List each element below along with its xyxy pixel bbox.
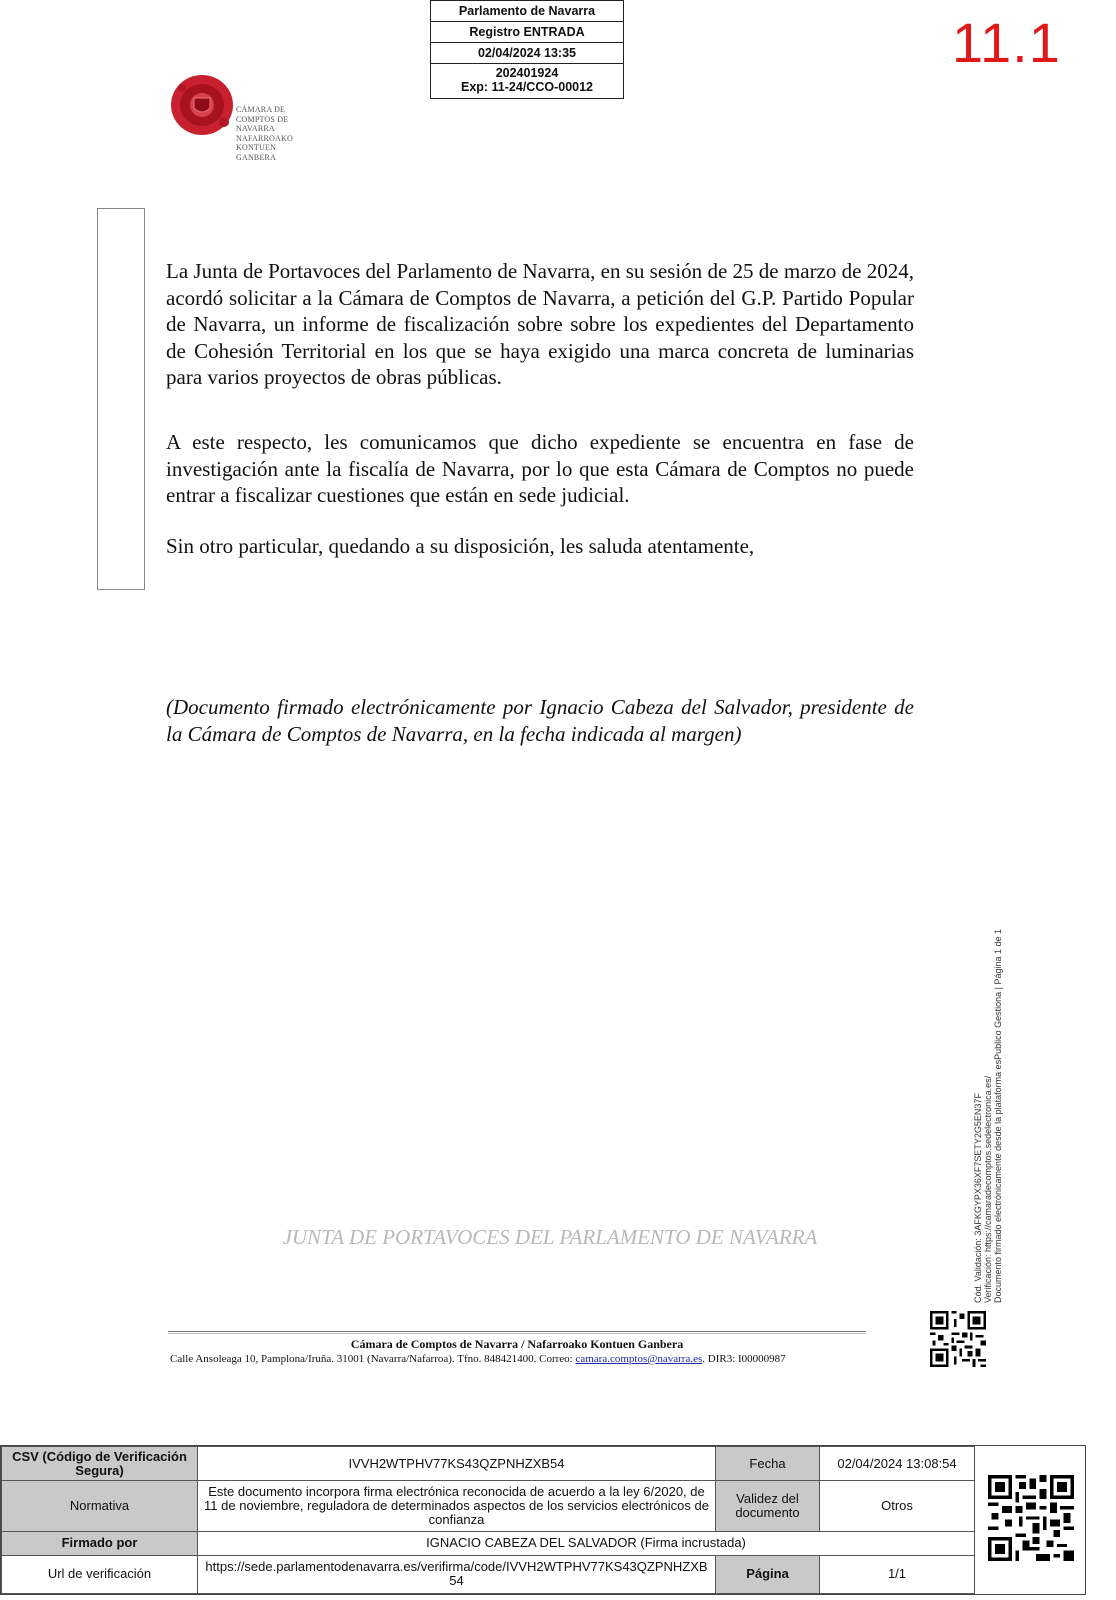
signature-note: (Documento firmado electrónicamente por Ignacio Cabeza del Salvador, presidente de la Cámara de Comptos de Navarra, en la fecha indicada al margen) <box>166 695 914 746</box>
url-value[interactable]: https://sede.parlamentodenavarra.es/verifirma/code/IVVH2WTPHV77KS43QZPNHZXB54 <box>198 1555 716 1593</box>
logo-text: CÁMARA DE COMPTOS DE NAVARRA NAFARROAKO KONTUEN GANBERA <box>236 105 293 162</box>
qr-code-large-icon <box>988 1475 1074 1561</box>
addressee-watermark: JUNTA DE PORTAVOCES DEL PARLAMENTO DE NAVARRA <box>282 1225 818 1249</box>
margin-box <box>97 208 145 590</box>
normativa-label: Normativa <box>2 1481 198 1531</box>
validez-label: Validez del documento <box>716 1481 820 1531</box>
side-validation-text <box>973 929 1003 1303</box>
validation-url: Verificación: https://camaradecomptos.sedelectronica.es/ <box>983 1075 993 1303</box>
validez-value: Otros <box>820 1481 975 1531</box>
stamp-register: Registro ENTRADA <box>431 22 623 43</box>
firmado-value: IGNACIO CABEZA DEL SALVADOR (Firma incrustada) <box>198 1531 975 1555</box>
stamp-datetime: 02/04/2024 13:35 <box>431 43 623 64</box>
paragraph-request: La Junta de Portavoces del Parlamento de Navarra, en su sesión de 25 de marzo de 2024, acordó solicitar a la Cámara de Comptos de Navarra, a petición del G.P. Partido Popular de Navarra, un informe de fiscalización sobre sobre los expedientes del Departamento de Cohesión Territorial en los que se haya exigido una marca concreta de luminarias para varios proyectos de obras públicas. <box>166 259 914 389</box>
footer-address-text: Calle Ansoleaga 10, Pamplona/Iruña. 31001 (Navarra/Nafarroa). Tfno. 848421400. Correo: <box>170 1353 573 1365</box>
pagina-value: 1/1 <box>820 1555 975 1593</box>
url-label: Url de verificación <box>2 1555 198 1593</box>
csv-value: IVVH2WTPHV77KS43QZPNHZXB54 <box>198 1447 716 1481</box>
footer-organization: Cámara de Comptos de Navarra / Nafarroako Kontuen Ganbera <box>350 1337 684 1351</box>
fecha-label: Fecha <box>716 1447 820 1481</box>
qr-code-small-icon <box>930 1311 986 1367</box>
validation-code: Cód. Validación: 3AFKGYPX36XF7SETY2G5EN37F <box>973 1093 983 1303</box>
csv-verification-table <box>0 1445 1086 1595</box>
csv-label: CSV (Código de Verificación Segura) <box>2 1447 198 1481</box>
stamp-number-block <box>431 64 623 98</box>
fecha-value: 02/04/2024 13:08:54 <box>820 1447 975 1481</box>
registry-stamp <box>430 0 624 99</box>
footer-email-link[interactable]: camara.comptos@navarra.es <box>575 1353 703 1365</box>
wax-seal-logo-icon <box>170 74 234 136</box>
stamp-number: 202401924 <box>495 66 559 80</box>
footer-address <box>170 1353 870 1365</box>
pagina-label: Página <box>716 1555 820 1593</box>
stamp-institution: Parlamento de Navarra <box>431 1 623 22</box>
paragraph-response: A este respecto, les comunicamos que dicho expediente se encuentra en fase de investigación ante la fiscalía de Navarra, por lo que esta Cámara de Comptos no puede entrar a fiscalizar cuestiones que están en sede judicial. <box>166 430 914 507</box>
footer-dir3: . DIR3: I00000987 <box>702 1353 786 1365</box>
validation-platform: Documento firmado electrónicamente desde la plataforma esPublico Gestiona | Página 1 de 1 <box>993 928 1003 1303</box>
normativa-value: Este documento incorpora firma electrónica reconocida de acuerdo a la ley 6/2020, de 11 de noviembre, reguladora de determinados aspectos de los servicios electrónicos de confianza <box>198 1481 716 1531</box>
closing-line: Sin otro particular, quedando a su disposición, les saluda atentamente, <box>166 534 755 558</box>
footer-rule <box>168 1331 866 1334</box>
page-mark: 11.1 <box>952 11 1061 74</box>
firmado-label: Firmado por <box>2 1531 198 1555</box>
stamp-expedient: Exp: 11-24/CCO-00012 <box>460 80 593 94</box>
